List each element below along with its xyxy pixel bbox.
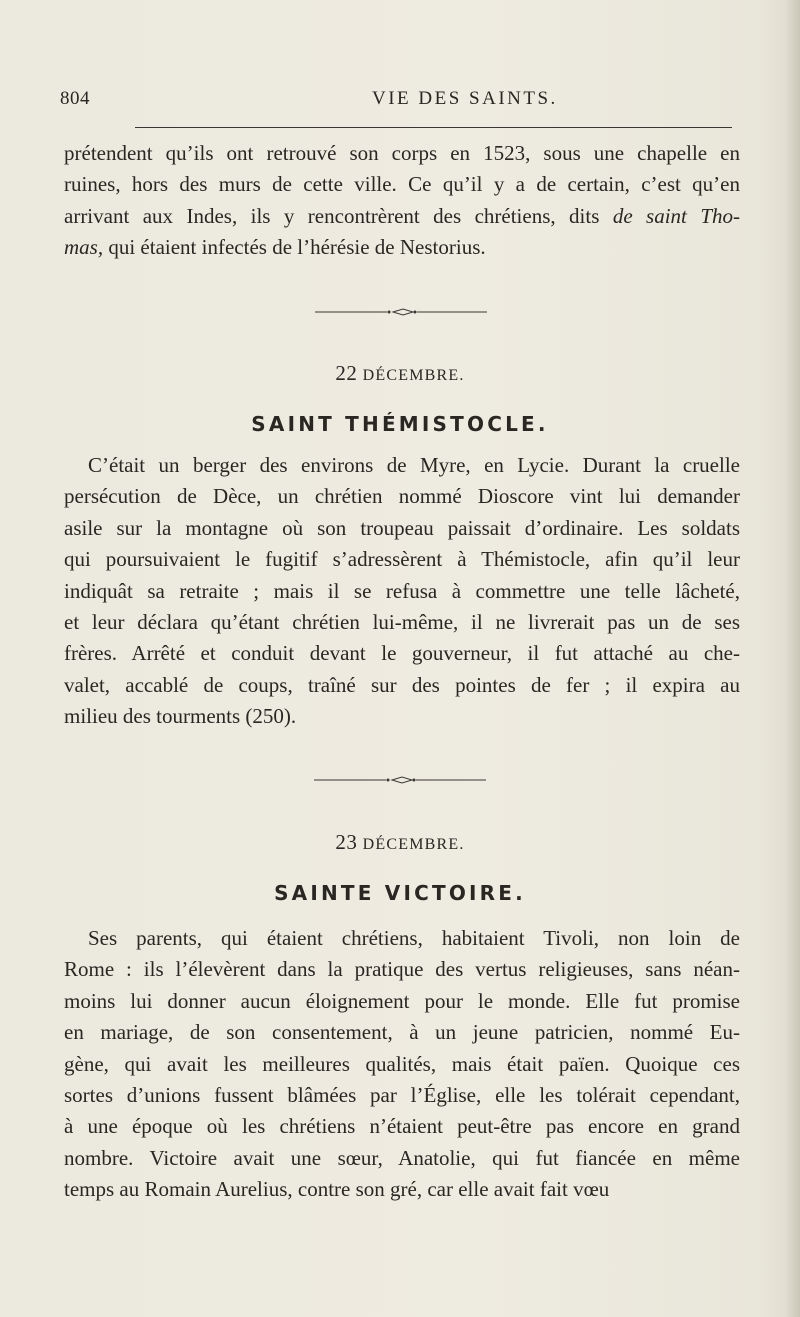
text-line: asile sur la montagne où son troupeau paissait d’ordinaire. Les soldats	[64, 515, 740, 540]
feast-date	[0, 830, 800, 855]
text-line: ruines, hors des murs de cette ville. Ce qu’il y a de certain, c’est qu’en	[64, 172, 740, 197]
italic-phrase: de saint Tho-	[612, 203, 740, 228]
text-line: Ses parents, qui étaient chrétiens, habitaient Tivoli, non loin de	[88, 926, 740, 950]
date-day: 22	[335, 361, 358, 385]
date-day: 23	[335, 830, 358, 854]
header-rule	[135, 127, 732, 128]
saint-title: SAINTE VICTOIRE.	[274, 881, 526, 905]
saint-themistocle-paragraph	[64, 450, 740, 733]
text-line: Rome : ils l’élevèrent dans la pratique des vertus religieuses, sans néan-	[64, 957, 740, 982]
page-header	[60, 88, 740, 114]
text-line: qui poursuivaient le fugitif s’adressèrent à Thémistocle, afin qu’il leur	[64, 547, 740, 572]
text-line: gène, qui avait les meilleures qualités, mais était païen. Quoique ces	[64, 1051, 740, 1076]
text-line	[64, 232, 740, 263]
text-line: en mariage, de son consentement, à un jeune patricien, nommé Eu-	[64, 1020, 740, 1045]
text-line	[64, 201, 740, 232]
text-line: nombre. Victoire avait une sœur, Anatolie, qui fut fiancée en même	[64, 1145, 740, 1170]
text-line: sortes d’unions fussent blâmées par l’Église, elle les tolérait cependant,	[64, 1083, 740, 1108]
text-line: milieu des tourments (250).	[64, 704, 297, 729]
saint-title: SAINT THÉMISTOCLE.	[251, 412, 549, 436]
text-line: indiquât sa retraite ; mais il se refusa à commettre une telle lâcheté,	[64, 578, 740, 603]
text-line: frères. Arrêté et conduit devant le gouverneur, il fut attaché au che-	[64, 641, 740, 666]
text-line: C’était un berger des environs de Myre, en Lycie. Durant la cruelle	[88, 453, 740, 477]
date-month: DÉCEMBRE.	[362, 367, 465, 384]
feast-date	[0, 361, 800, 386]
italic-phrase: mas,	[64, 235, 104, 260]
text-line: temps au Romain Aurelius, contre son gré, car elle avait fait vœu	[64, 1177, 610, 1202]
date-month: DÉCEMBRE.	[362, 836, 465, 853]
text-line: et leur déclara qu’étant chrétien lui-même, il ne livrerait pas un de ses	[64, 610, 740, 635]
sainte-victoire-paragraph	[64, 923, 740, 1206]
intro-paragraph	[64, 138, 740, 264]
text-line: prétendent qu’ils ont retrouvé son corps en 1523, sous une chapelle en	[64, 141, 740, 165]
page-number: 804	[60, 88, 90, 109]
text-line: persécution de Dèce, un chrétien nommé Dioscore vint lui demander	[64, 484, 740, 509]
text-line: valet, accablé de coups, traîné sur des pointes de fer ; il expira au	[64, 672, 740, 697]
text-line: moins lui donner aucun éloignement pour le monde. Elle fut promise	[64, 988, 740, 1013]
text-line: à une époque où les chrétiens n’étaient peut-être pas encore en grand	[64, 1114, 740, 1139]
page-edge-shadow	[786, 0, 800, 1317]
text-line-part: qui étaient infectés de l’hérésie de Nestorius.	[103, 235, 486, 260]
separator-ornament	[314, 774, 486, 788]
running-head: VIE DES SAINTS.	[372, 88, 558, 109]
text-line-part: arrivant aux Indes, ils y rencontrèrent des chrétiens, dits	[64, 203, 600, 228]
separator-ornament	[315, 306, 487, 320]
